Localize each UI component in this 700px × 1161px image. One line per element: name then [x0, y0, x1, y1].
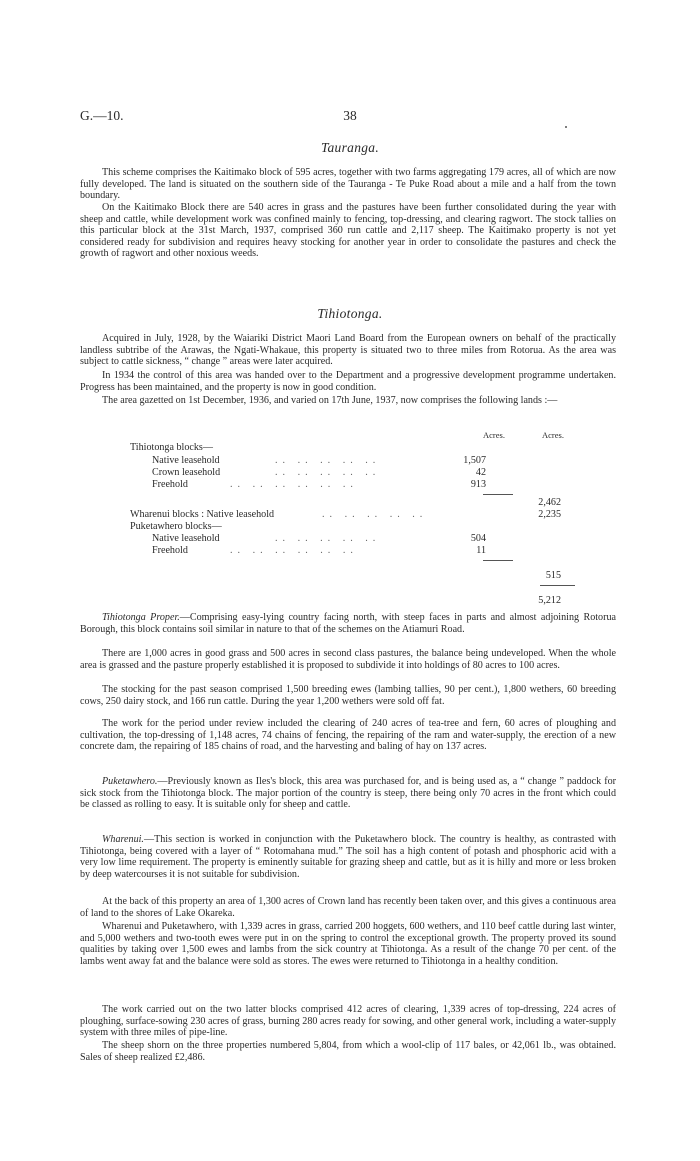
subtotal-rule [483, 560, 513, 561]
paragraph: Acquired in July, 1928, by the Waiariki District Maori Land Board from the European owners on behalf of the practically landless subtribe of the Arawas, the Ngati-Whakaue, this property is situated two to three miles from Rotorua. As the area was subject to cattle sickness, “ change ” areas were later acquired. [80, 333, 616, 368]
paragraph: The work for the period under review included the clearing of 240 acres of tea-tree and fern, 60 acres of ploughing and cultivation, the top-dressing of 1,148 acres, 74 chains of fencing, the repairing of the ram and water-supply, the erection of a new concrete dam, the repairing of 185 chains of road, and the harvesting and baling of hay on 137 acres. [80, 718, 616, 753]
section-title-tihiotonga: Tihiotonga. [317, 306, 383, 321]
paragraph: Puketawhero.—Previously known as Iles's block, this area was purchased for, and is being used as, a “ change ” paddock for sick stock from the Tihiotonga block. The major portion of the country is steep, there being only 70 acres in the front which could be classed as rolling to easy. It is suitable only for sheep and cattle. [80, 776, 616, 811]
table-row: 2,462 [538, 497, 561, 508]
paragraph: In 1934 the control of this area was handed over to the Department and a progressive development programme undertaken. Progress has been maintained, and the property is now in good condition. [80, 370, 616, 393]
document-reference: G.—10. [80, 108, 124, 123]
table-row: Native leasehold .. .. .. .. .. 504 [152, 533, 486, 544]
paragraph: There are 1,000 acres in good grass and 500 acres in second class pastures, the balance being undeveloped. When the whole area is grassed and the pasture properly established it is proposed to subdivide it into holdings of 80 acres to 100 acres. [80, 648, 616, 671]
paragraph: This scheme comprises the Kaitimako block of 595 acres, together with two farms aggregating 179 acres, all of which are now fully developed. The land is situated on the southern side of the Tauranga - Te Puke Road about a mile and a half from the town boundary. [80, 167, 616, 202]
ink-dot [565, 126, 567, 128]
page-number: 38 [343, 108, 357, 123]
paragraph: The sheep shorn on the three properties numbered 5,804, from which a wool-clip of 117 bales, or 42,061 lb., was obtained. Sales of sheep realized £2,486. [80, 1040, 616, 1063]
leader-dots: .. .. .. .. .. .. [230, 545, 358, 556]
table-row: Native leasehold .. .. .. .. .. 1,507 [152, 455, 486, 466]
paragraph: The stocking for the past season comprised 1,500 breeding ewes (lambing tallies, 90 per cent.), 1,800 wethers, 60 breeding cows, 250 dairy stock, and 166 run cattle. During the year 1,200 wethers were sold off fat. [80, 684, 616, 707]
table-row: Wharenui blocks : Native leasehold .. .. .. .. .. 2,235 [130, 509, 561, 520]
paragraph: The area gazetted on 1st December, 1936, and varied on 17th June, 1937, now comprises the following lands :— [102, 395, 558, 406]
paragraph: Wharenui.—This section is worked in conjunction with the Puketawhero block. The country is healthy, as contrasted with Tihiotonga, being covered with a layer of “ Rotomahana mud.” The soil has a high content of potash and phosphoric acid with a very low lime requirement. The property is eminently suitable for grazing sheep and cattle, but as it is hilly and more or less broken by deep watercourses it is not suitable for subdivision. [80, 834, 616, 880]
leader-dots: .. .. .. .. .. .. [230, 479, 358, 490]
table-row: Freehold .. .. .. .. .. .. 11 [152, 545, 486, 556]
column-header-acres: Acres. [483, 430, 505, 440]
paragraph: Wharenui and Puketawhero, with 1,339 acres in grass, carried 200 hoggets, 600 wethers, and 110 beef cattle during last winter, and 5,000 wethers and two-tooth ewes were put in on the spring to control the exceptional growth. The property proved its sound qualities by taking over 1,500 ewes and lambs from the sick country at Tihiotonga. As a result of the change 70 per cent. of the lambs went away fat and the balance were sold as stores. The ewes were returned to Tihiotonga in a healthy condition. [80, 921, 616, 967]
leader-dots: .. .. .. .. .. [322, 509, 428, 520]
table-row: 515 [545, 570, 561, 581]
section-title-tauranga: Tauranga. [320, 140, 380, 155]
paragraph: The work carried out on the two latter blocks comprised 412 acres of clearing, 1,339 acres of top-dressing, 224 acres of ploughing, surface-sowing 230 acres of grass, burning 280 acres ready for sowing, and other general work, including a water-supply system with three miles of pipe-line. [80, 1004, 616, 1039]
table-row: Freehold .. .. .. .. .. .. 913 [152, 479, 486, 490]
subtotal-rule [483, 494, 513, 495]
leader-dots: .. .. .. .. .. [275, 467, 381, 478]
page-header [80, 108, 620, 128]
table-row: Tihiotonga blocks— [130, 442, 213, 453]
leader-dots: .. .. .. .. .. [275, 533, 381, 544]
column-header-acres: Acres. [542, 430, 564, 440]
total-rule [540, 585, 575, 586]
table-row: Crown leasehold .. .. .. .. .. 42 [152, 467, 486, 478]
paragraph: Tihiotonga Proper.—Comprising easy-lying country facing north, with steep faces in parts and almost adjoining Rotorua Borough, this block contains soil similar in nature to that of the schemes on the Atiamuri Road. [80, 612, 616, 635]
paragraph: At the back of this property an area of 1,300 acres of Crown land has recently been taken over, and this gives a continuous area of land to the shores of Lake Okareka. [80, 896, 616, 919]
table-row: Puketawhero blocks— [130, 521, 222, 532]
paragraph: On the Kaitimako Block there are 540 acres in grass and the pastures have been further consolidated during the year with sheep and cattle, while development work was confined mainly to fencing, top-dressing, and clearing ragwort. The stock tallies on this particular block at the 31st March, 1937, comprised 360 run cattle and 2,117 sheep. The Kaitimako property is not yet considered ready for subdivision and requires heavy stocking for another year in order to consolidate the pastures and check the growth of ragwort and other noxious weeds. [80, 202, 616, 260]
table-row: 5,212 [538, 595, 561, 606]
land-table [80, 430, 616, 610]
leader-dots: .. .. .. .. .. [275, 455, 381, 466]
